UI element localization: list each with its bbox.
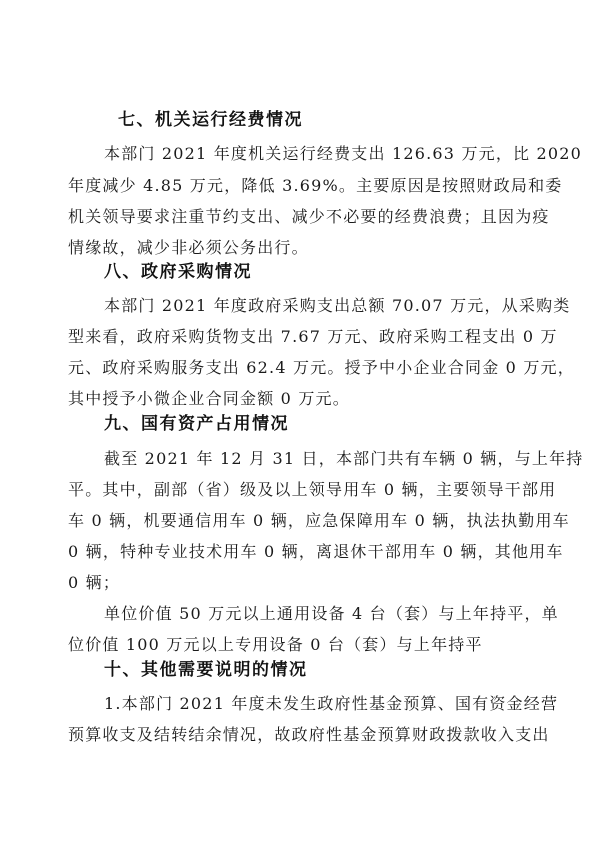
paragraph-line: 0 辆，特种专业技术用车 0 辆，离退休干部用车 0 辆，其他用车 (68, 542, 564, 561)
paragraph-line: 平。其中，副部（省）级及以上领导用车 0 辆，主要领导干部用 (68, 480, 557, 499)
paragraph-line: 型来看，政府采购货物支出 7.67 万元、政府采购工程支出 0 万 (68, 327, 558, 346)
paragraph-line: 车 0 辆，机要通信用车 0 辆，应急保障用车 0 辆，执法执勤用车 (68, 511, 570, 530)
section-heading-state-assets: 九、国有资产占用情况 (104, 414, 289, 434)
paragraph-line: 年度减少 4.85 万元，降低 3.69%。主要原因是按照财政局和委 (68, 176, 563, 195)
section-heading-operating-expenses: 七、机关运行经费情况 (118, 110, 303, 130)
section-heading-other-notes: 十、其他需要说明的情况 (104, 660, 308, 680)
paragraph-line: 本部门 2021 年度政府采购支出总额 70.07 万元，从采购类 (104, 296, 571, 315)
paragraph-line: 机关领导要求注重节约支出、减少不必要的经费浪费；且因为疫 (68, 207, 550, 226)
paragraph-line: 情缘故，减少非必须公务出行。 (68, 238, 309, 257)
paragraph-line: 元、政府采购服务支出 62.4 万元。授予中小企业合同金 0 万元， (68, 358, 575, 377)
paragraph-line: 单位价值 50 万元以上通用设备 4 台（套）与上年持平，单 (104, 604, 559, 623)
paragraph-line: 其中授予小微企业合同金额 0 万元。 (68, 389, 350, 408)
paragraph-line: 1.本部门 2021 年度未发生政府性基金预算、国有资金经营 (104, 694, 559, 713)
section-heading-government-procurement: 八、政府采购情况 (104, 262, 252, 282)
paragraph-line: 本部门 2021 年度机关运行经费支出 126.63 万元，比 2020 (104, 144, 583, 163)
paragraph-line: 0 辆； (68, 573, 121, 592)
paragraph-line: 预算收支及结转结余情况，故政府性基金预算财政拨款收入支出 (68, 725, 550, 744)
paragraph-line: 位价值 100 万元以上专用设备 0 台（套）与上年持平 (68, 635, 483, 654)
paragraph-line: 截至 2021 年 12 月 31 日，本部门共有车辆 0 辆，与上年持 (104, 449, 584, 468)
